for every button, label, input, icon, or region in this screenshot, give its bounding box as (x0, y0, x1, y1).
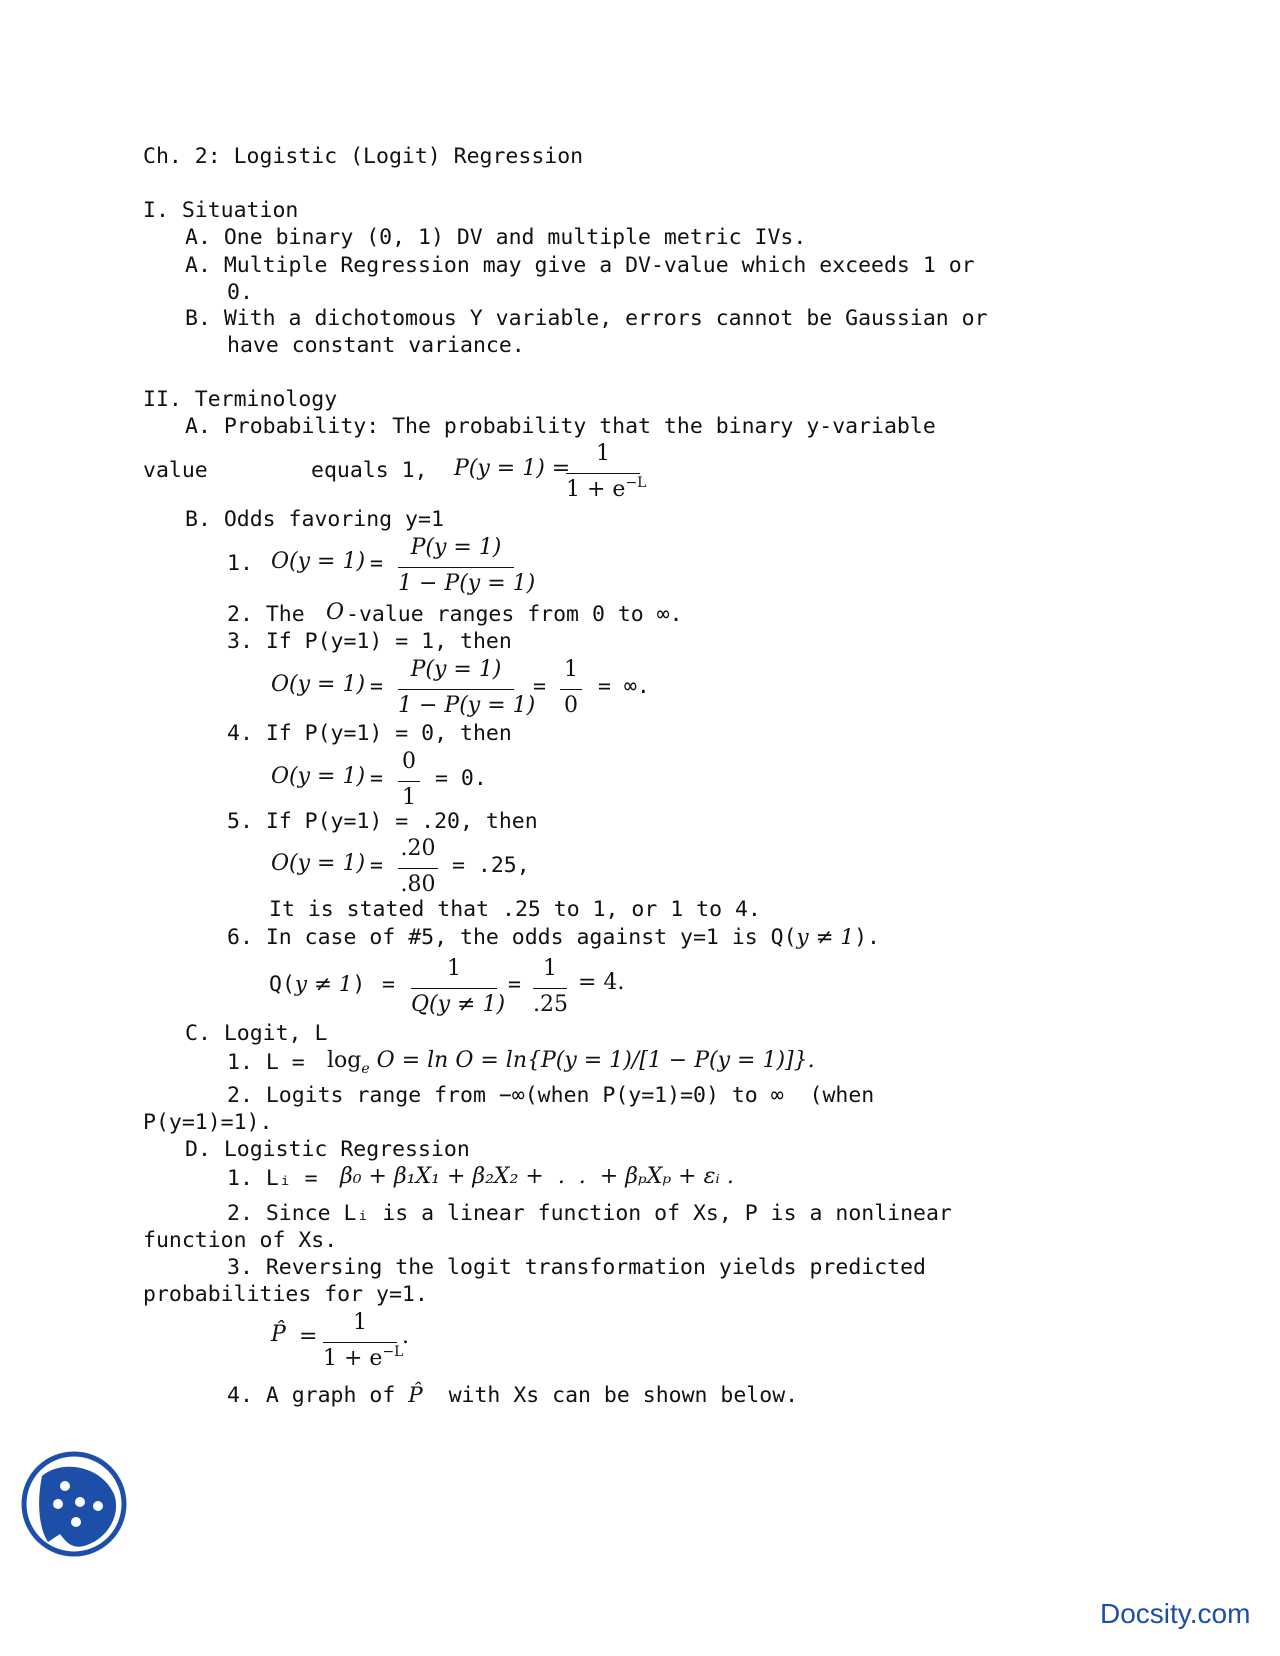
text-span: (when (809, 1083, 875, 1108)
text-span: ) (352, 972, 366, 997)
fraction (398, 751, 420, 815)
subsection-heading: C. Logit, L (185, 1021, 328, 1046)
text-line (227, 1085, 874, 1107)
fraction-numerator: .20 (400, 836, 436, 861)
fraction-numerator: 1 (543, 956, 557, 981)
text-line: 1. Lᵢ = (227, 1166, 318, 1191)
list-number: 1. (227, 551, 253, 576)
fraction-bar (398, 781, 420, 782)
text-line: have constant variance. (227, 333, 525, 358)
math-text: log (327, 1048, 362, 1073)
math-lhs: P(y = 1) = (454, 456, 571, 481)
math-subscript: e (361, 1061, 370, 1077)
fraction-bar (411, 988, 497, 989)
math-eq: = (370, 853, 383, 878)
fraction-bar (398, 689, 514, 690)
fraction-denominator: 1 (402, 785, 416, 810)
fraction (566, 441, 647, 507)
math-result: = ∞. (598, 674, 650, 699)
math-expression (327, 1048, 815, 1077)
fraction-numerator: P(y = 1) (410, 535, 502, 560)
math-lhs: O(y = 1) (271, 549, 366, 574)
text-line (227, 1385, 798, 1407)
brand-watermark[interactable]: Docsity.com (1100, 1598, 1251, 1629)
math-symbol: P̂ (271, 1322, 286, 1347)
fraction-denominator: 0 (564, 693, 578, 718)
text-line: A. Multiple Regression may give a DV-value which exceeds 1 or (185, 253, 975, 278)
text-line: 2. The (227, 602, 305, 627)
text-line: function of Xs. (143, 1228, 338, 1253)
fraction-numerator: 1 (564, 657, 578, 682)
text-span: (when P(y=1)=0) to (524, 1083, 758, 1108)
text-span: ). (854, 925, 880, 950)
text-line: 3. Reversing the logit transformation yields predicted (227, 1255, 926, 1280)
subsection-heading: D. Logistic Regression (185, 1137, 470, 1162)
math-eq: = (370, 766, 383, 791)
math-lhs: O(y = 1) (271, 851, 366, 876)
math-lhs (269, 974, 365, 996)
math-symbol: O (326, 600, 345, 625)
fraction (533, 958, 567, 1022)
text-span: with Xs can be shown below. (448, 1383, 799, 1408)
math-symbol: ∞ (770, 1083, 784, 1108)
text-line: value (143, 458, 208, 483)
section-heading: I. Situation (143, 198, 299, 223)
fraction (411, 956, 506, 1022)
fraction-denominator (323, 1344, 404, 1371)
text-line: equals 1, (311, 458, 428, 483)
math-exponent: −L (625, 475, 647, 491)
text-span: 2. Logits range from (227, 1083, 486, 1108)
math-eq: = (508, 972, 521, 997)
section-heading: II. Terminology (143, 387, 338, 412)
math-eq: = (370, 551, 383, 576)
text-line: A. Probability: The probability that the binary y-variable (185, 414, 936, 439)
text-line: It is stated that .25 to 1, or 1 to 4. (269, 897, 761, 922)
fraction (398, 838, 438, 902)
text-line: 1. L = (227, 1050, 305, 1075)
text-line: 3. If P(y=1) = 1, then (227, 629, 512, 654)
text-line (227, 927, 880, 949)
fraction-numerator: 0 (402, 749, 416, 774)
fraction-bar (566, 473, 640, 474)
page-title: Ch. 2: Logistic (Logit) Regression (143, 144, 584, 169)
fraction-bar (533, 988, 567, 989)
docsity-logo-icon (20, 1450, 128, 1558)
fraction (323, 1310, 404, 1376)
math-result: = .25, (452, 853, 530, 878)
math-expression: β₀ + β₁X₁ + β₂X₂ + . . + βₚXₚ + εᵢ . (340, 1164, 734, 1189)
fraction-bar (323, 1342, 397, 1343)
text-span: Q( (269, 972, 295, 997)
text-line: -value ranges from 0 to ∞. (346, 602, 683, 627)
math-lhs: O(y = 1) (271, 764, 366, 789)
text-line: 5. If P(y=1) = .20, then (227, 809, 538, 834)
math-result: = 0. (435, 766, 487, 791)
math-eq: = (370, 674, 383, 699)
math-text: O = ln O = ln{P(y = 1)/[1 − P(y = 1)]}. (376, 1048, 815, 1073)
text-line: B. With a dichotomous Y variable, errors cannot be Gaussian or (185, 306, 988, 331)
fraction-denominator: .80 (400, 872, 436, 897)
fraction-denominator: .25 (533, 992, 568, 1017)
fraction-bar (398, 868, 438, 869)
fraction-numerator: 1 (447, 956, 461, 981)
math-span: y ≠ 1 (294, 972, 353, 997)
fraction-numerator: 1 (596, 441, 610, 466)
fraction-denominator: 1 − P(y = 1) (398, 693, 536, 718)
math-lhs: O(y = 1) (271, 672, 366, 697)
text-line: P(y=1)=1). (143, 1110, 273, 1135)
fraction-numerator: 1 (353, 1310, 367, 1335)
text-line: 4. If P(y=1) = 0, then (227, 721, 512, 746)
math-eq: = (299, 1324, 318, 1349)
math-symbol: P̂ (408, 1383, 423, 1408)
fraction-bar (398, 567, 514, 568)
fraction-bar (560, 689, 582, 690)
text-line: 0. (227, 280, 253, 305)
math-text: 1 + e (566, 477, 626, 502)
math-eq: = (382, 972, 395, 997)
math-exponent: −L (382, 1344, 404, 1360)
math-eq: = (533, 674, 546, 699)
fraction (398, 657, 536, 723)
text-span: 4. A graph of (227, 1383, 396, 1408)
math-symbol: −∞ (498, 1083, 525, 1108)
fraction-numerator: P(y = 1) (410, 657, 502, 682)
subsection-heading: B. Odds favoring y=1 (185, 507, 444, 532)
math-span: y ≠ 1 (796, 925, 855, 950)
text-line: probabilities for y=1. (143, 1282, 428, 1307)
text-line: A. One binary (0, 1) DV and multiple metric IVs. (185, 225, 807, 250)
math-text: 1 + e (323, 1346, 383, 1371)
text-span: 6. In case of #5, the odds against y=1 is Q( (227, 925, 797, 950)
math-period: . (402, 1324, 409, 1349)
math-result: = 4. (578, 970, 625, 995)
text-line: 2. Since Lᵢ is a linear function of Xs, P is a nonlinear (227, 1201, 952, 1226)
fraction (398, 535, 536, 601)
fraction (560, 659, 582, 723)
fraction-denominator: 1 − P(y = 1) (398, 571, 536, 596)
fraction-denominator (566, 475, 647, 502)
fraction-denominator: Q(y ≠ 1) (411, 992, 506, 1017)
